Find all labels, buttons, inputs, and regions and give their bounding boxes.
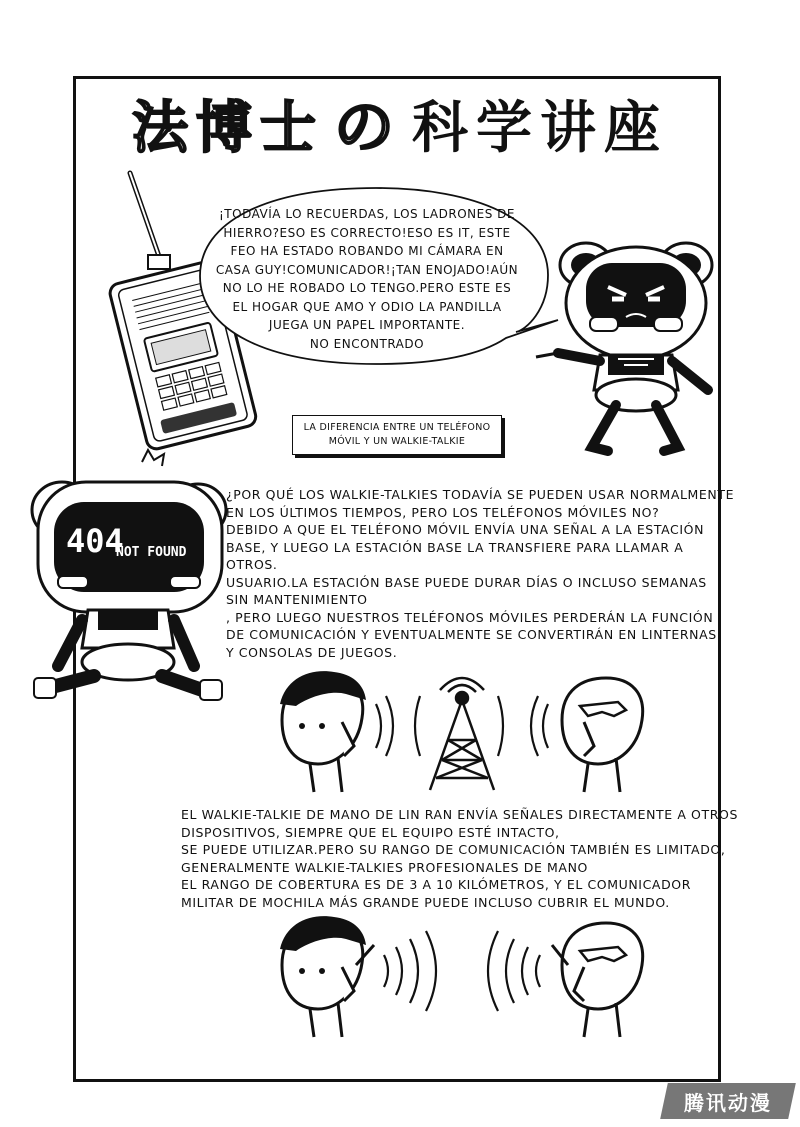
person-icon: [552, 923, 643, 1037]
paragraph-line: EL WALKIE-TALKIE DE MANO DE LIN RAN ENVÍA SEÑALES DIRECTAMENTE A OTROS: [181, 807, 738, 822]
section-caption: [292, 415, 502, 455]
explanation-paragraph-2: [181, 806, 738, 911]
person-icon: [562, 678, 643, 792]
paragraph-line: OTROS.: [226, 557, 278, 572]
robot-screen-code: 404: [66, 522, 124, 560]
cell-tower-icon: [430, 678, 494, 790]
paragraph-line: MILITAR DE MOCHILA MÁS GRANDE PUEDE INCLUSO CUBRIR EL MUNDO.: [181, 894, 670, 910]
robot-pointing-icon: [528, 225, 728, 460]
bubble-line: FEO HA ESTADO ROBANDO MI CÁMARA EN: [230, 244, 504, 258]
paragraph-line: DISPOSITIVOS, SIEMPRE QUE EL EQUIPO ESTÉ INTACTO,: [181, 824, 560, 840]
bubble-line: EL HOGAR QUE AMO Y ODIO LA PANDILLA: [232, 299, 502, 314]
paragraph-line: , PERO LUEGO NUESTROS TELÉFONOS MÓVILES PERDERÁN LA FUNCIÓN: [226, 609, 714, 625]
explanation-paragraph-1: [226, 486, 735, 661]
paragraph-line: EN LOS ÚLTIMOS TIEMPOS, PERO LOS TELÉFONOS MÓVILES NO?: [226, 504, 660, 520]
bubble-line: HIERRO?ESO ES CORRECTO!ESO ES IT, ESTE: [223, 225, 511, 240]
paragraph-line: GENERALMENTE WALKIE-TALKIES PROFESIONALES DE MANO: [181, 859, 588, 875]
bubble-line: ¡TODAVÍA LO RECUERDAS, LOS LADRONES DE: [219, 207, 515, 221]
bubble-line: JUEGA UN PAPEL IMPORTANTE.: [268, 318, 466, 332]
robot-404-icon: [18, 440, 228, 710]
title-particle: の: [334, 93, 402, 163]
walkie-direct-illustration: [262, 905, 662, 1040]
cell-tower-illustration: [262, 660, 662, 795]
paragraph-line: ¿POR QUÉ LOS WALKIE-TALKIES TODAVÍA SE PUEDEN USAR NORMALMENTE: [226, 487, 735, 502]
bubble-line: NO LO HE ROBADO LO TENGO.PERO ESTE ES: [222, 281, 512, 295]
person-icon: [280, 916, 374, 1037]
person-icon: [280, 671, 366, 792]
caption-line: LA DIFERENCIA ENTRE UN TELÉFONO: [303, 422, 491, 433]
speech-bubble-text: [204, 205, 530, 353]
publisher-watermark: [660, 1083, 796, 1119]
signal-waves-icon: [384, 931, 540, 1011]
page-title: [80, 92, 720, 164]
paragraph-line: BASE, Y LUEGO LA ESTACIÓN BASE LA TRANSFIERE PARA LLAMAR A: [226, 539, 684, 555]
bubble-line: NO ENCONTRADO: [309, 336, 425, 351]
paragraph-line: SE PUEDE UTILIZAR.PERO SU RANGO DE COMUNICACIÓN TAMBIÉN ES LIMITADO,: [181, 842, 726, 857]
paragraph-line: Y CONSOLAS DE JUEGOS.: [226, 644, 398, 660]
bubble-line: CASA GUY!COMUNICADOR!¡TAN ENOJADO!AÚN: [215, 262, 519, 277]
paragraph-line: SIN MANTENIMIENTO: [226, 592, 368, 607]
paragraph-line: USUARIO.LA ESTACIÓN BASE PUEDE DURAR DÍAS O INCLUSO SEMANAS: [226, 574, 707, 590]
title-part-1: 法博士: [132, 95, 324, 161]
paragraph-line: DEBIDO A QUE EL TELÉFONO MÓVIL ENVÍA UNA SEÑAL A LA ESTACIÓN: [226, 522, 705, 537]
robot-screen-message: NOT FOUND: [116, 545, 187, 560]
watermark-text: 腾讯动漫: [684, 1090, 772, 1115]
paragraph-line: DE COMUNICACIÓN Y EVENTUALMENTE SE CONVERTIRÁN EN LINTERNAS.: [226, 627, 722, 642]
caption-line: MÓVIL Y UN WALKIE-TALKIE: [328, 436, 466, 447]
paragraph-line: EL RANGO DE COBERTURA ES DE 3 A 10 KILÓMETROS, Y EL COMUNICADOR: [181, 877, 692, 892]
title-part-2: 科学讲座: [412, 95, 668, 161]
